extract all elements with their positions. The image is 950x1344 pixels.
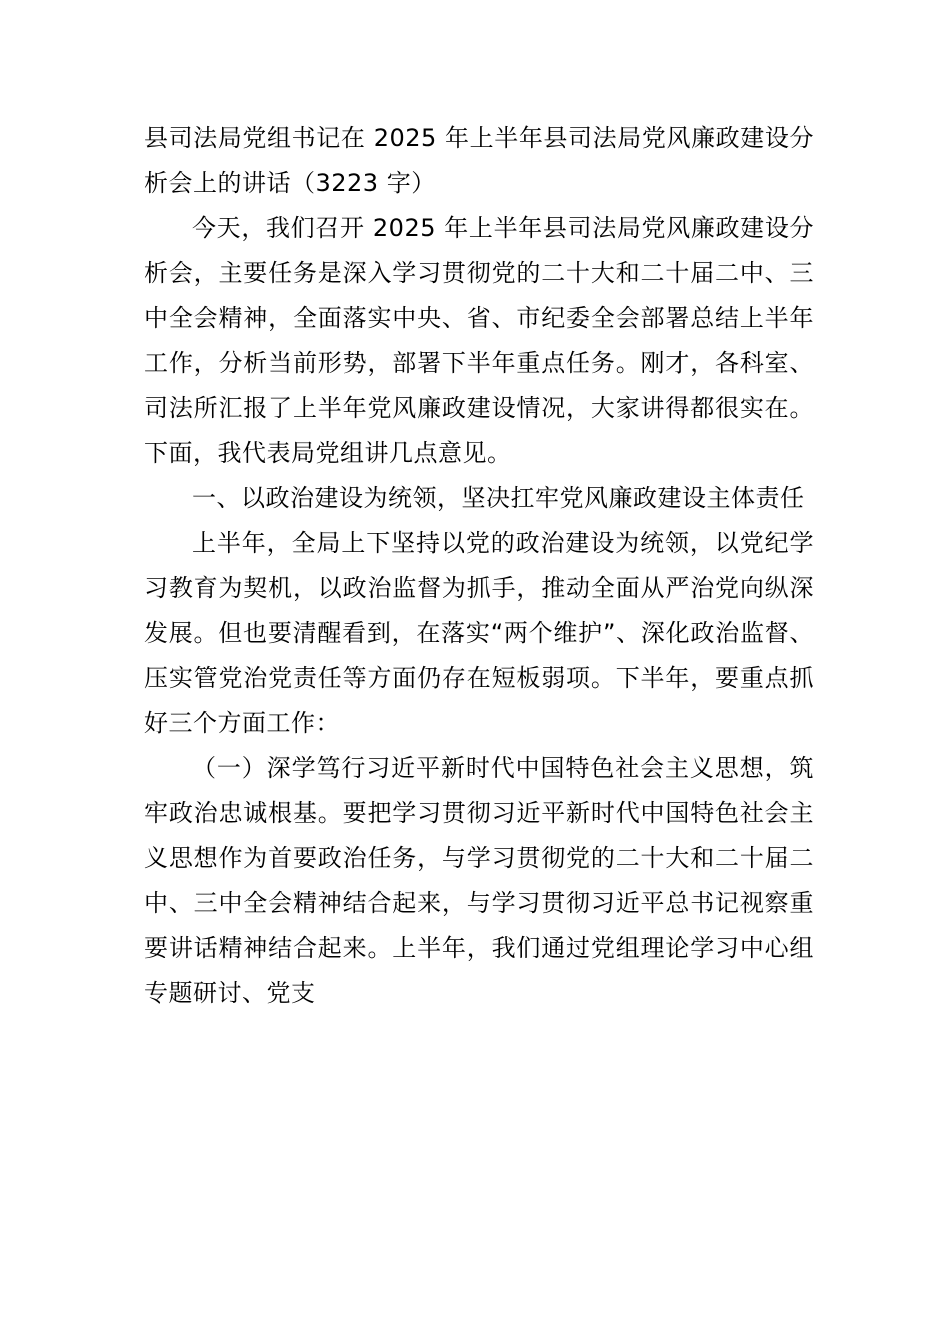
paragraph-first-half-summary: 上半年，全局上下坚持以党的政治建设为统领，以党纪学习教育为契机，以政治监督为抓手，推动全面从严治党向纵深发展。但也要清醒看到，在落实“两个维护”、深化政治监督、压实管党治党责任等方面仍存在短板弱项。下半年，要重点抓好三个方面工作： [144, 529, 814, 737]
document-body [144, 116, 814, 1016]
section-heading-one: 一、以政治建设为统领，坚决扛牢党风廉政建设主体责任 [192, 484, 805, 512]
paragraph-subsection-one: （一）深学笃行习近平新时代中国特色社会主义思想，筑牢政治忠诚根基。要把学习贯彻习近平新时代中国特色社会主义思想作为首要政治任务，与学习贯彻党的二十大和二十届二中、三中全会精神结合起来，与学习贯彻习近平总书记视察重要讲话精神结合起来。上半年，我们通过党组理论学习中心组专题研讨、党支 [144, 754, 814, 1007]
paragraph-opening: 今天，我们召开 2025 年上半年县司法局党风廉政建设分析会，主要任务是深入学习贯彻党的二十大和二十届二中、三中全会精神，全面落实中央、省、市纪委全会部署总结上半年工作，分析当前形势，部署下半年重点任务。刚才，各科室、司法所汇报了上半年党风廉政建设情况，大家讲得都很实在。下面，我代表局党组讲几点意见。 [144, 214, 814, 467]
document-title: 县司法局党组书记在 2025 年上半年县司法局党风廉政建设分析会上的讲话（3223 字） [144, 124, 814, 197]
